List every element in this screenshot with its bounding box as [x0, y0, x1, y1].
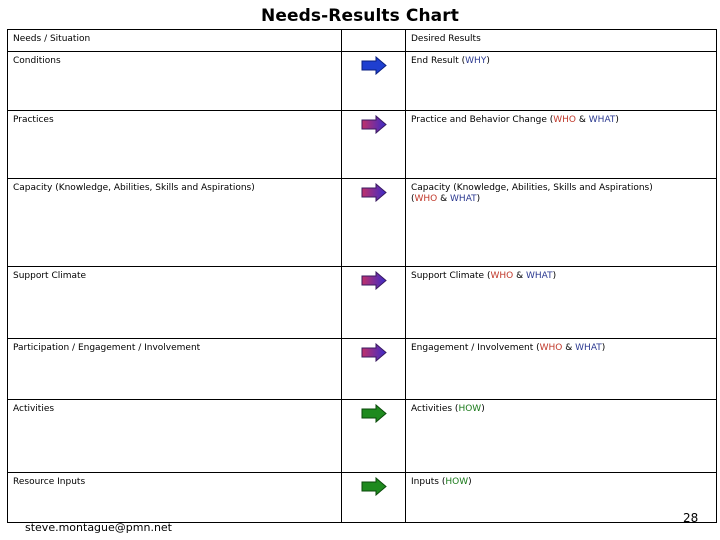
need-cell: Support Climate	[8, 267, 342, 339]
need-cell: Resource Inputs	[8, 473, 342, 523]
arrow-right-icon	[361, 183, 387, 202]
need-cell: Participation / Engagement / Involvement	[8, 339, 342, 400]
arrow-right-icon	[361, 271, 387, 290]
table-row	[8, 267, 717, 339]
page-number: 28	[683, 511, 699, 525]
table-row	[8, 400, 717, 473]
result-cell: Support Climate (WHO & WHAT)	[406, 267, 717, 339]
needs-results-table	[7, 29, 717, 523]
table-row	[8, 52, 717, 111]
table-row	[8, 473, 717, 523]
arrow-cell	[342, 339, 406, 400]
page-title: Needs-Results Chart	[261, 6, 459, 26]
arrow-cell	[342, 52, 406, 111]
table-row	[8, 339, 717, 400]
need-cell: Practices	[8, 111, 342, 179]
need-cell: Conditions	[8, 52, 342, 111]
how-label: HOW	[458, 404, 482, 414]
table-row	[8, 111, 717, 179]
arrow-right-icon	[361, 115, 387, 134]
result-cell: Inputs (HOW)	[406, 473, 717, 523]
need-cell: Capacity (Knowledge, Abilities, Skills and Aspirations)	[8, 179, 342, 267]
header-results: Desired Results	[406, 30, 717, 52]
what-label: WHAT	[575, 343, 602, 353]
need-cell: Activities	[8, 400, 342, 473]
arrow-cell	[342, 267, 406, 339]
who-label: WHO	[414, 194, 438, 204]
arrow-cell	[342, 179, 406, 267]
arrow-right-icon	[361, 56, 387, 75]
arrow-cell	[342, 400, 406, 473]
what-label: WHAT	[525, 271, 553, 281]
how-label: HOW	[445, 477, 469, 487]
arrow-right-icon	[361, 477, 387, 496]
who-label: WHO	[553, 115, 577, 125]
header-arrow-spacer	[342, 30, 406, 52]
arrow-cell	[342, 111, 406, 179]
result-cell: Engagement / Involvement (WHO & WHAT)	[406, 339, 717, 400]
result-cell: Activities (HOW)	[406, 400, 717, 473]
arrow-cell	[342, 473, 406, 523]
who-label: WHO	[539, 343, 563, 353]
header-needs: Needs / Situation	[8, 30, 342, 52]
result-cell: End Result (WHY)	[406, 52, 717, 111]
author-email: steve.montague@pmn.net	[25, 521, 172, 534]
result-cell: Capacity (Knowledge, Abilities, Skills and Aspirations) (WHO & WHAT)	[406, 179, 717, 267]
what-label: WHAT	[588, 115, 616, 125]
why-label: WHY	[465, 56, 487, 66]
what-label: WHAT	[450, 194, 477, 204]
who-label: WHO	[490, 271, 514, 281]
arrow-right-icon	[361, 343, 387, 362]
table-header-row	[8, 30, 717, 52]
arrow-right-icon	[361, 404, 387, 423]
table-row	[8, 179, 717, 267]
result-cell: Practice and Behavior Change (WHO & WHAT)	[406, 111, 717, 179]
